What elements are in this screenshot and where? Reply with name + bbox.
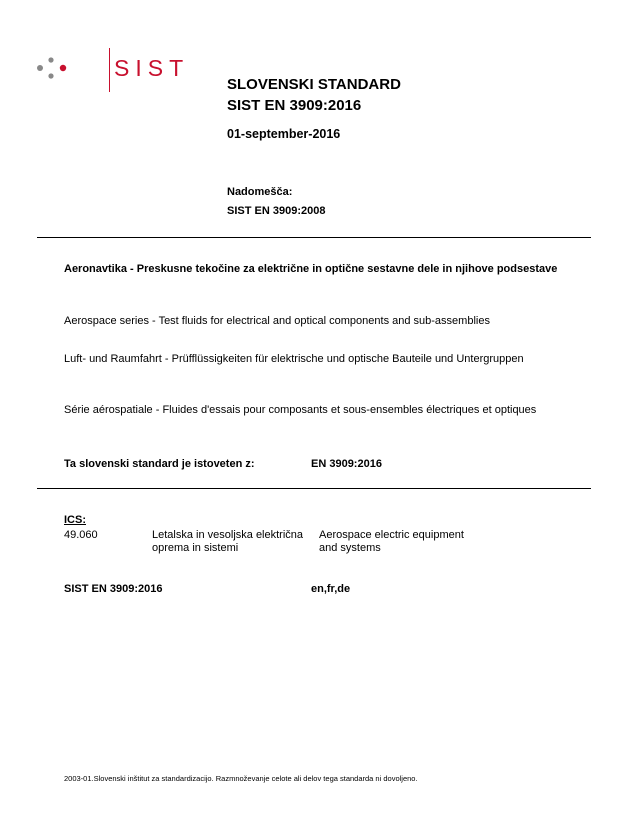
replaces-value: SIST EN 3909:2008	[227, 205, 326, 217]
logo-dots-icon	[36, 48, 106, 92]
replaces-label: Nadomešča:	[227, 186, 293, 198]
sist-logo	[36, 48, 190, 92]
languages: en,fr,de	[311, 583, 351, 595]
title-english: Aerospace series - Test fluids for electrical and optical components and sub-assemblies	[64, 315, 490, 327]
bottom-standard-code: SIST EN 3909:2016	[64, 583, 163, 595]
identical-label: Ta slovenski standard je istoveten z:	[64, 458, 255, 470]
logo-divider	[109, 48, 110, 92]
ics-description-sl: Letalska in vesoljska električna oprema in sistemi	[152, 529, 304, 554]
bottom-rule	[37, 488, 591, 489]
standard-type: SLOVENSKI STANDARD	[227, 76, 401, 93]
top-rule	[37, 237, 591, 238]
standard-code: SIST EN 3909:2016	[227, 97, 362, 114]
title-slovenian: Aeronavtika - Preskusne tekočine za električne in optične sestavne dele in njihove podsestave	[64, 263, 558, 275]
ics-label: ICS:	[64, 514, 86, 526]
ics-description-en: Aerospace electric equipment and systems	[319, 529, 464, 554]
title-german: Luft- und Raumfahrt - Prüfflüssigkeiten für elektrische und optische Bauteile und Untergruppen	[64, 353, 524, 365]
copyright-footer: 2003-01.Slovenski inštitut za standardizacijo. Razmnoževanje celote ali delov tega standarda ni dovoljeno.	[64, 774, 418, 783]
identical-value: EN 3909:2016	[311, 458, 382, 470]
title-french: Série aérospatiale - Fluides d'essais pour composants et sous-ensembles électriques et optiques	[64, 404, 537, 416]
publication-date: 01-september-2016	[227, 127, 341, 141]
ics-code: 49.060	[64, 529, 98, 541]
logo-text: SIST	[114, 55, 190, 81]
